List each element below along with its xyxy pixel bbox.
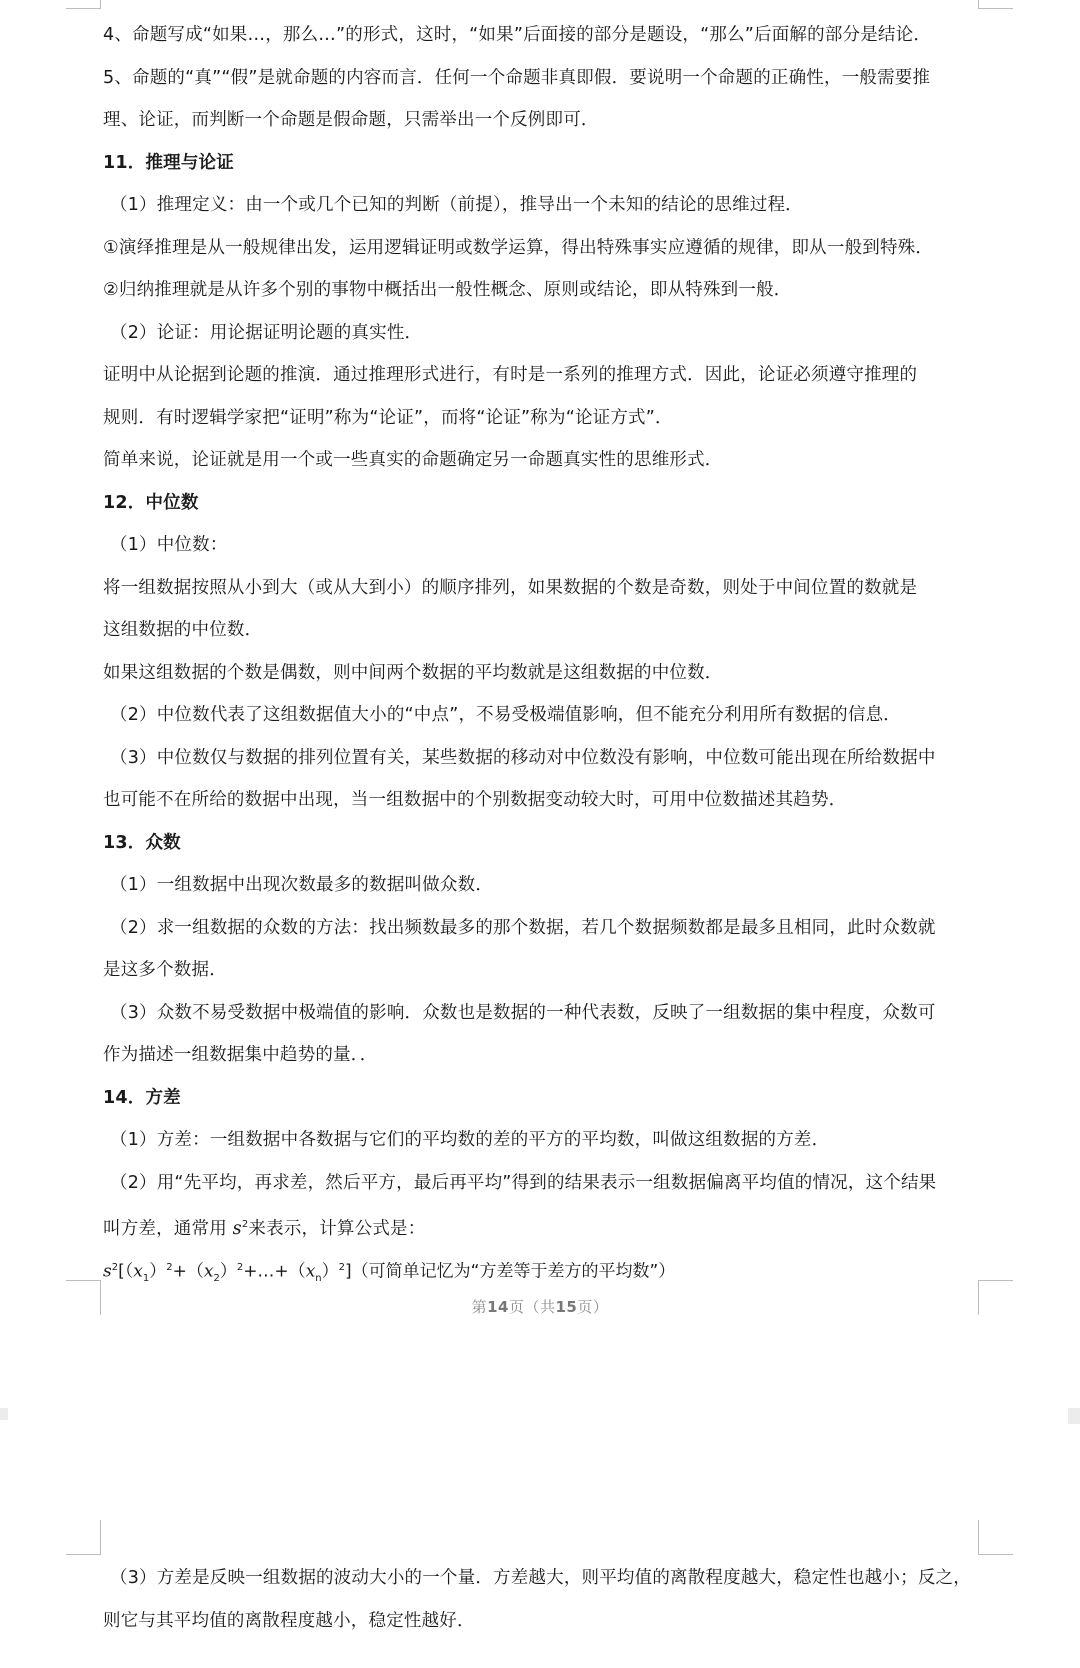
text-line <box>103 1204 983 1247</box>
formula-var: x <box>203 1261 214 1282</box>
formula-text: ） <box>149 1261 167 1282</box>
text-line: （3）中位数仅与数据的排列位置有关，某些数据的移动对中位数没有影响，中位数可能出现在所给数据中 <box>110 747 936 768</box>
text-fragment: 来表示，计算公式是： <box>248 1219 426 1239</box>
text-line: （1）中位数： <box>110 535 228 555</box>
formula-sub: 2 <box>213 1272 220 1284</box>
text-fragment: 叫方差，通常用 <box>103 1219 233 1239</box>
footer-text: 第 <box>471 1298 488 1316</box>
crop-mark-next-top-left <box>66 1520 101 1555</box>
text-line: 作为描述一组数据集中趋势的量．． <box>103 1045 378 1065</box>
text-line: 是这多个数据． <box>103 960 227 980</box>
variance-symbol: s <box>232 1219 242 1239</box>
crop-mark-top-left <box>66 0 101 9</box>
text-line: （2）论证：用论据证明论题的真实性． <box>110 322 423 343</box>
formula-sup: 2 <box>166 1261 173 1273</box>
section-heading-14: 14．方差 <box>103 1087 181 1108</box>
formula-text: ） <box>219 1261 237 1282</box>
text-line: （1）方差：一组数据中各数据与它们的平均数的差的平方的平均数，叫做这组数据的方差． <box>110 1130 830 1150</box>
footer-text: 页） <box>577 1298 609 1316</box>
text-line: 简单来说，论证就是用一个或一些真实的命题确定另一命题真实性的思维形式． <box>103 450 723 470</box>
formula-text: +…+（ <box>243 1261 306 1282</box>
page-gap <box>0 1334 1080 1514</box>
text-line: （2）用“先平均，再求差，然后平方，最后再平均”得到的结果表示一组数据偏离平均值的情况，这个结果 <box>110 1172 937 1193</box>
text-line: 理、论证，而判断一个命题是假命题，只需举出一个反例即可． <box>103 110 599 130</box>
text-line: （1）推理定义：由一个或几个已知的判断（前提），推导出一个未知的结论的思维过程． <box>110 195 803 215</box>
superscript: 2 <box>241 1219 249 1230</box>
formula-text: [（ <box>118 1261 134 1282</box>
text-line: 将一组数据按照从小到大（或从大到小）的顺序排列，如果数据的个数是奇数，则处于中间位置的数就是 <box>103 577 918 598</box>
formula-sup: 2 <box>236 1261 244 1273</box>
page-footer <box>0 1296 1080 1317</box>
text-line: ②归纳推理就是从许多个别的事物中概括出一般性概念、原则或结论，即从特殊到一般． <box>103 280 792 300</box>
text-line: 这组数据的中位数． <box>103 620 263 640</box>
text-line: （3）方差是反映一组数据的波动大小的一个量．方差越大，则平均值的离散程度越大，稳定性也越小；反之， <box>110 1568 971 1588</box>
text-line: （3）众数不易受数据中极端值的影响．众数也是数据的一种代表数，反映了一组数据的集中程度，众数可 <box>110 1002 936 1023</box>
formula-var: x <box>305 1261 316 1282</box>
crop-mark-top-right <box>978 0 1013 9</box>
formula-var: s <box>103 1261 112 1282</box>
text-line: 4、命题写成“如果…，那么…”的形式，这时，“如果”后面接的部分是题设，“那么”后面解的部分是结论． <box>103 25 932 45</box>
formula-sub: n <box>315 1272 322 1284</box>
text-line: 如果这组数据的个数是偶数，则中间两个数据的平均数就是这组数据的中位数． <box>103 662 723 683</box>
footer-total-pages: 15 <box>555 1298 578 1316</box>
formula-text: ） <box>321 1261 339 1282</box>
formula-sup: 2 <box>111 1261 119 1273</box>
variance-formula <box>103 1247 983 1290</box>
page-content <box>103 14 983 1289</box>
text-line: ①演绎推理是从一般规律出发，运用逻辑证明或数学运算，得出特殊事实应遵循的规律，即从一般到特殊． <box>103 237 934 258</box>
text-line: 则它与其平均值的离散程度越小，稳定性越好． <box>103 1610 475 1631</box>
page-edge-shade <box>0 1408 8 1420</box>
footer-page-number: 14 <box>487 1298 509 1316</box>
section-heading-11: 11．推理与论证 <box>103 152 234 173</box>
section-heading-12: 12．中位数 <box>103 492 199 513</box>
formula-text: +（ <box>172 1261 204 1282</box>
text-line: 证明中从论据到论题的推演．通过推理形式进行，有时是一系列的推理方式．因此，论证必须遵守推理的 <box>103 365 918 385</box>
text-line: 5、命题的“真”“假”是就命题的内容而言．任何一个命题非真即假．要说明一个命题的正确性，一般需要推 <box>103 67 931 88</box>
formula-text: ]（可简单记忆为“方差等于差方的平均数”） <box>345 1261 676 1282</box>
formula-var: x <box>133 1261 143 1282</box>
next-page-content <box>103 1557 983 1642</box>
formula-sub: 1 <box>142 1272 150 1284</box>
page-edge-shade <box>1068 1408 1080 1424</box>
formula-sup: 2 <box>338 1261 345 1273</box>
footer-text: 页（共 <box>508 1298 556 1316</box>
text-line: 规则．有时逻辑学家把“证明”称为“论证”，而将“论证”称为“论证方式”． <box>103 407 673 428</box>
crop-mark-next-top-right <box>978 1520 1013 1555</box>
text-line: 也可能不在所给的数据中出现，当一组数据中的个别数据变动较大时，可用中位数描述其趋势． <box>103 790 847 810</box>
text-line: （2）求一组数据的众数的方法：找出频数最多的那个数据，若几个数据频数都是最多且相同，此时众数就 <box>110 917 936 938</box>
text-line: （1）一组数据中出现次数最多的数据叫做众数． <box>110 875 494 895</box>
text-line: （2）中位数代表了这组数据值大小的“中点”，不易受极端值影响，但不能充分利用所有数据的信息． <box>110 705 901 725</box>
section-heading-13: 13．众数 <box>103 832 181 853</box>
